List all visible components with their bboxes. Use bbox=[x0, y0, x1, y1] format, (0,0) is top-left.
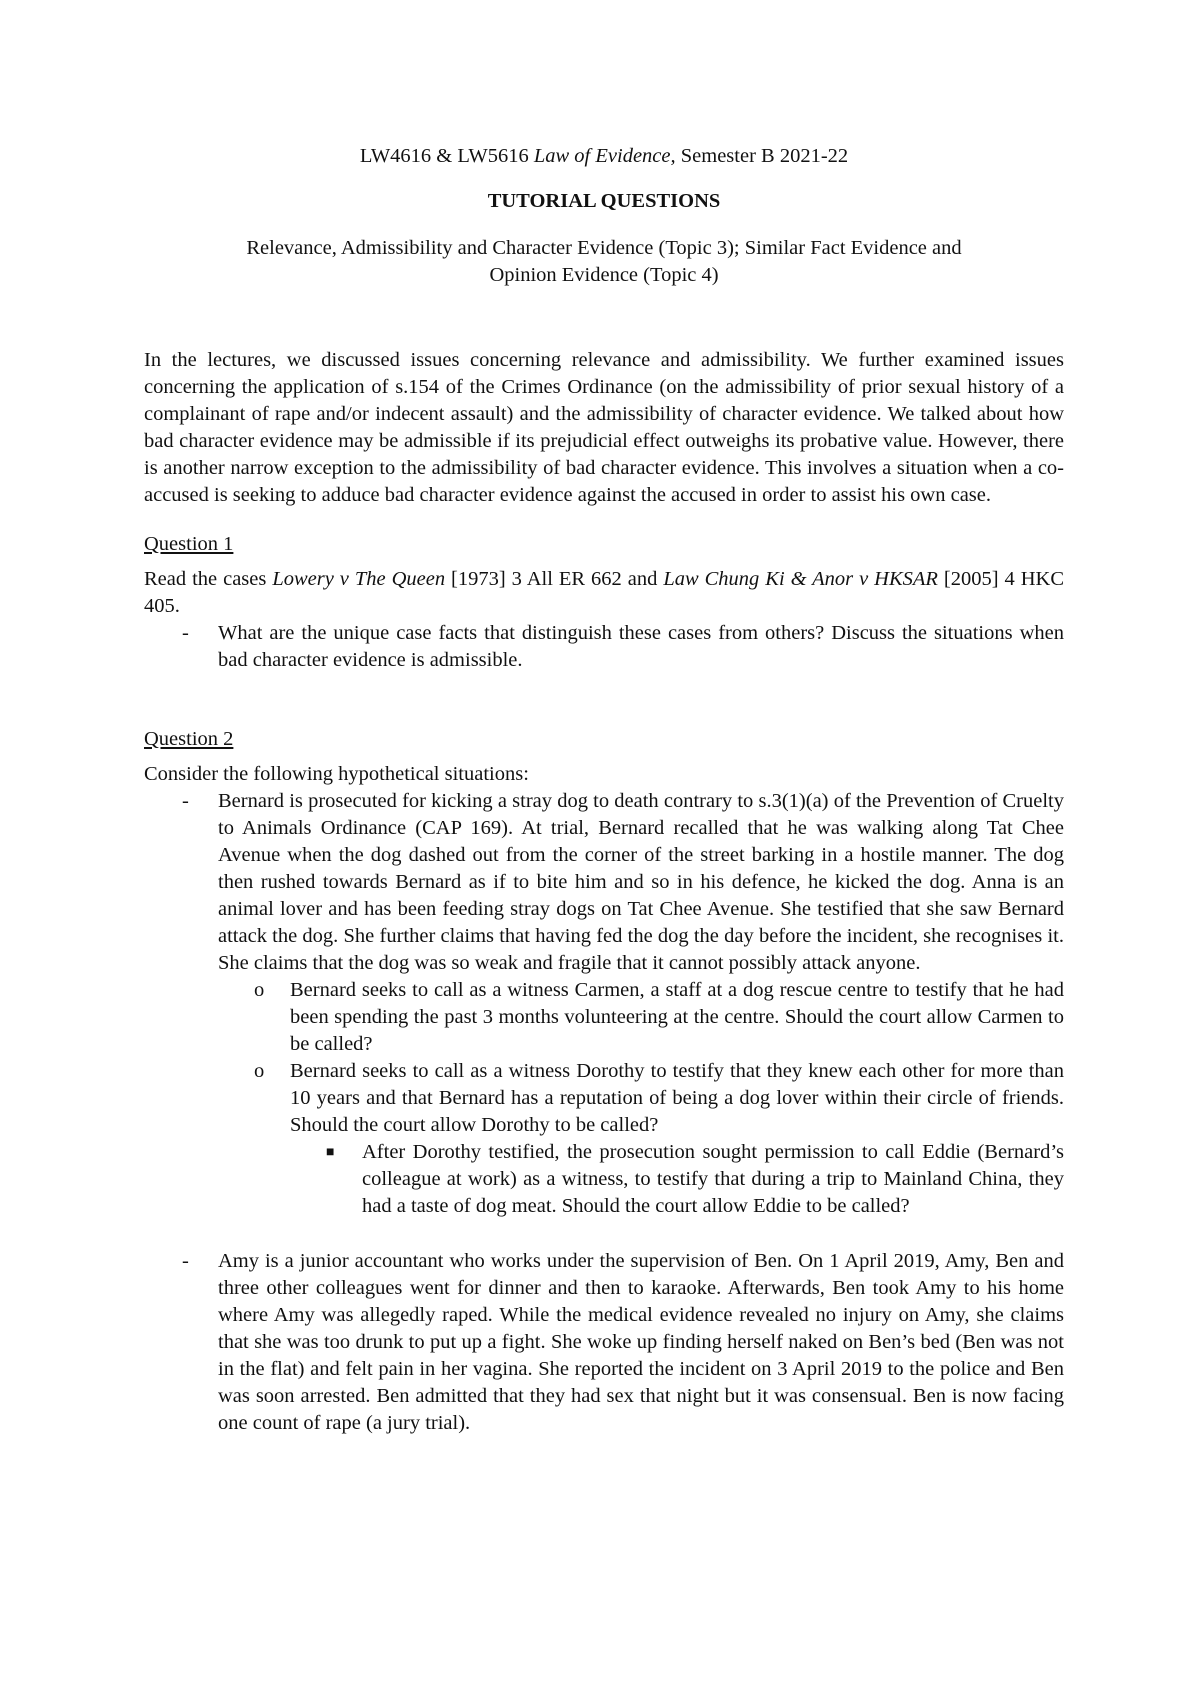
course-name: Law of Evidence, bbox=[533, 145, 676, 167]
topics-subtitle bbox=[144, 235, 1064, 289]
dash-bullet: - bbox=[182, 622, 189, 644]
semester: Semester B 2021-22 bbox=[680, 145, 849, 167]
subtitle-line-1: Relevance, Admissibility and Character Evidence (Topic 3); Similar Fact Evidence and bbox=[246, 237, 962, 259]
amy-scenario: Amy is a junior accountant who works under the supervision of Ben. On 1 April 2019, Amy, Ben and three other colleagues went for dinner and then to karaoke. Afterwards, Ben took Amy to his home where Amy was allegedly raped. While the medical evidence revealed no injury on Amy, she claims that she was too drunk to put up a fight. She woke up finding herself naked on Ben’s bed (Ben was not in the flat) and felt pain in her vagina. She reported the incident on 3 April 2019 to the police and Ben was soon arrested. Ben admitted that they had sex that night but it was consensual. Ben is now facing one count of rape (a jury trial). bbox=[218, 1250, 1064, 1434]
carmen-question: Bernard seeks to call as a witness Carmen, a staff at a dog rescue centre to testify that he had been spending the past 3 months volunteering at the centre. Should the court allow Carmen to be called? bbox=[290, 979, 1064, 1055]
page-title: TUTORIAL QUESTIONS bbox=[487, 190, 721, 212]
case-1-citation: [1973] 3 All ER 662 and bbox=[451, 568, 658, 590]
course-header bbox=[144, 143, 1064, 170]
bernard-scenario: Bernard is prosecuted for kicking a stray dog to death contrary to s.3(1)(a) of the Prevention of Cruelty to Animals Ordinance (CAP 169). At trial, Bernard recalled that he was walking along Tat Chee Avenue when the dog dashed out from the corner of the street barking in a hostile manner. The dog then rushed towards Bernard as if to bite him and so in his defence, he kicked the dog. Anna is an animal lover and has been feeding stray dogs on Tat Chee Avenue. She testified that she saw Bernard attack the dog. She further claims that having fed the dog the day before the incident, she recognises it. She claims that the dog was so weak and fragile that it cannot possibly attack anyone. bbox=[218, 790, 1064, 974]
list-item bbox=[144, 1248, 1064, 1437]
question-2-list bbox=[144, 788, 1064, 1437]
list-item bbox=[144, 620, 1064, 674]
circle-bullet: o bbox=[254, 1060, 265, 1082]
case-1-name: Lowery v The Queen bbox=[272, 568, 446, 590]
question-1-task: What are the unique case facts that distinguish these cases from others? Discuss the situations when bad character evidence is admissible. bbox=[218, 622, 1064, 671]
case-2-name: Law Chung Ki & Anor v HKSAR bbox=[663, 568, 938, 590]
question-2-heading: Question 2 bbox=[144, 728, 234, 750]
question-1-reading bbox=[144, 566, 1064, 620]
subtitle-line-2: Opinion Evidence (Topic 4) bbox=[489, 264, 719, 286]
eddie-question: After Dorothy testified, the prosecution sought permission to call Eddie (Bernard’s colleague at work) as a witness, to testify that during a trip to Mainland China, they had a taste of dog meat. Should the court allow Eddie to be called? bbox=[362, 1141, 1064, 1217]
question-1-list bbox=[144, 620, 1064, 674]
dorothy-sub-questions bbox=[290, 1139, 1064, 1220]
dash-bullet: - bbox=[182, 1250, 189, 1272]
square-bullet: ■ bbox=[326, 1145, 335, 1160]
read-prefix: Read the cases bbox=[144, 568, 267, 590]
dorothy-question: Bernard seeks to call as a witness Dorothy to testify that they knew each other for more than 10 years and that Bernard has a reputation of being a dog lover within their circle of friends. Should the court allow Dorothy to be called? bbox=[290, 1060, 1064, 1136]
intro-paragraph: In the lectures, we discussed issues concerning relevance and admissibility. We further examined issues concerning the application of s.154 of the Crimes Ordinance (on the admissibility of prior sexual history of a complainant of rape and/or indecent assault) and the admissibility of character evidence. We talked about how bad character evidence may be admissible if its prejudicial effect outweighs its probative value. However, there is another narrow exception to the admissibility of bad character evidence. This involves a situation when a co-accused is seeking to adduce bad character evidence against the accused in order to assist his own case. bbox=[144, 349, 1064, 506]
list-item bbox=[144, 788, 1064, 1220]
dash-bullet: - bbox=[182, 790, 189, 812]
list-item bbox=[290, 1139, 1064, 1220]
list-item bbox=[218, 1058, 1064, 1220]
question-1-heading: Question 1 bbox=[144, 533, 234, 555]
bernard-sub-questions bbox=[218, 977, 1064, 1220]
question-2-lead: Consider the following hypothetical situations: bbox=[144, 763, 529, 785]
case-2-citation: [2005] 4 HKC 405. bbox=[144, 568, 1065, 617]
course-code: LW4616 & LW5616 bbox=[359, 145, 529, 167]
circle-bullet: o bbox=[254, 979, 265, 1001]
list-item bbox=[218, 977, 1064, 1058]
